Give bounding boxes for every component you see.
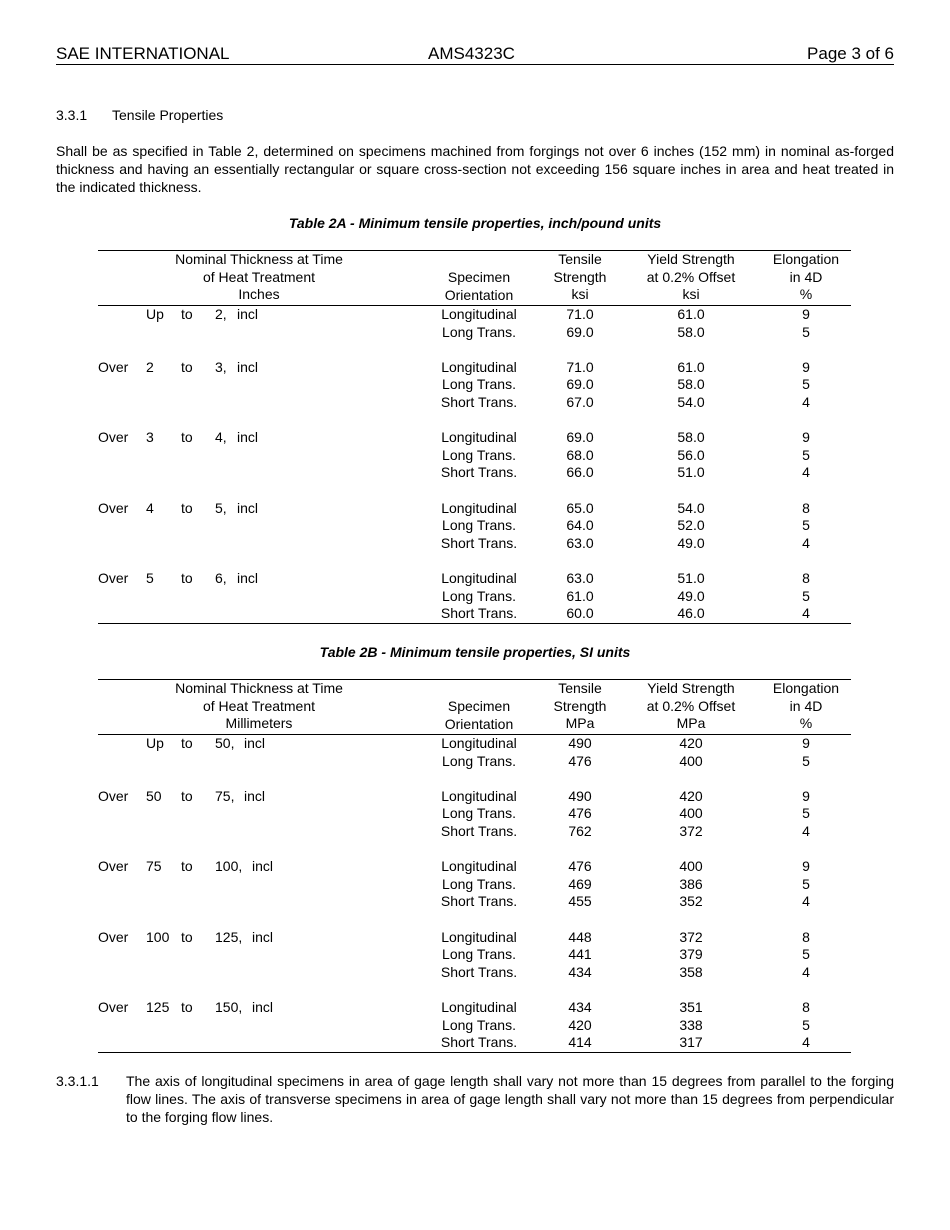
cell-orientation: Longitudinal (441, 735, 517, 751)
cell-tensile: 68.0 (566, 446, 594, 463)
table-row (98, 570, 851, 588)
cell-elongation: 5 (802, 517, 810, 534)
cell-yield: 61.0 (677, 306, 705, 322)
cell-orientation: Short Trans. (440, 605, 518, 622)
cell-elongation: 4 (802, 393, 810, 410)
cell-yield: 58.0 (677, 376, 705, 393)
cell-tensile: 420 (568, 1016, 592, 1033)
note-text: The axis of longitudinal specimens in area of gage length shall vary not more than 15 degrees from parallel to the forging flow lines. The axis of transverse specimens in area of gage length shall vary not more than 15 degrees from perpendicular to the forging flow lines. (126, 1073, 894, 1125)
range-from: 2 (146, 358, 154, 375)
cell-orientation: Longitudinal (441, 928, 517, 945)
cell-tensile: 476 (568, 858, 592, 875)
table-row (98, 535, 851, 553)
range-from: 75 (146, 858, 162, 875)
range-incl: incl (252, 998, 274, 1015)
cell-yield: 51.0 (677, 464, 705, 481)
cell-tensile: 63.0 (566, 569, 594, 586)
table-row (98, 788, 851, 806)
range-from: Up (146, 306, 164, 322)
cell-orientation: Short Trans. (440, 893, 518, 910)
cell-yield: 400 (679, 805, 703, 822)
range-over: Over (98, 787, 129, 804)
thickness-group (98, 359, 851, 412)
cell-elongation: 4 (802, 1034, 810, 1051)
range-value: 150, (215, 998, 243, 1015)
range-incl: incl (237, 306, 259, 322)
table-2a-body (98, 306, 851, 623)
cell-tensile: 69.0 (566, 429, 594, 446)
range-over: Over (98, 858, 129, 875)
cell-orientation: Long Trans. (442, 323, 516, 340)
cell-orientation: Long Trans. (442, 805, 516, 822)
header-organization: SAE INTERNATIONAL (56, 44, 230, 63)
cell-yield: 61.0 (677, 358, 705, 375)
cell-orientation: Long Trans. (442, 946, 516, 963)
range-from: 5 (146, 569, 154, 586)
table-row (98, 429, 851, 447)
range-value: 3, (215, 358, 227, 375)
thickness-group (98, 429, 851, 482)
cell-yield: 420 (679, 735, 703, 751)
cell-tensile: 67.0 (566, 393, 594, 410)
range-incl: incl (244, 787, 266, 804)
group-spacer (98, 911, 851, 929)
table-row (98, 1034, 851, 1052)
range-over: Over (98, 358, 129, 375)
range-to: to (181, 569, 193, 586)
cell-tensile: 762 (568, 822, 592, 839)
table-row (98, 858, 851, 876)
cell-orientation: Longitudinal (441, 858, 517, 875)
header-elongation: Elongation in 4D % (772, 680, 840, 731)
group-spacer (98, 412, 851, 430)
cell-yield: 52.0 (677, 517, 705, 534)
range-to: to (181, 429, 193, 446)
cell-tensile: 71.0 (566, 306, 594, 322)
cell-orientation: Long Trans. (442, 587, 516, 604)
section-title: Tensile Properties (112, 107, 224, 123)
table-row (98, 324, 851, 342)
table-row (98, 517, 851, 535)
table-row (98, 929, 851, 947)
range-incl: incl (237, 429, 259, 446)
header-orientation: Specimen Orientation (444, 269, 514, 303)
cell-elongation: 4 (802, 534, 810, 551)
cell-tensile: 476 (568, 805, 592, 822)
range-value: 50, (215, 735, 235, 751)
cell-tensile: 448 (568, 928, 592, 945)
cell-tensile: 61.0 (566, 587, 594, 604)
range-value: 2, (215, 306, 227, 322)
cell-yield: 51.0 (677, 569, 705, 586)
thickness-group (98, 788, 851, 841)
table-row (98, 1017, 851, 1035)
table-2b-body (98, 735, 851, 1052)
cell-yield: 351 (679, 998, 703, 1015)
table-row (98, 464, 851, 482)
page-header (56, 44, 894, 65)
cell-yield: 58.0 (677, 323, 705, 340)
cell-tensile: 434 (568, 998, 592, 1015)
cell-elongation: 5 (802, 587, 810, 604)
cell-orientation: Longitudinal (441, 499, 517, 516)
table-row (98, 823, 851, 841)
range-from: 4 (146, 499, 154, 516)
table-row (98, 805, 851, 823)
cell-yield: 56.0 (677, 446, 705, 463)
range-value: 100, (215, 858, 243, 875)
cell-orientation: Short Trans. (440, 963, 518, 980)
range-incl: incl (252, 928, 274, 945)
cell-orientation: Short Trans. (440, 393, 518, 410)
group-spacer (98, 341, 851, 359)
cell-yield: 49.0 (677, 534, 705, 551)
cell-elongation: 8 (802, 499, 810, 516)
range-value: 125, (215, 928, 243, 945)
cell-yield: 400 (679, 752, 703, 769)
cell-elongation: 4 (802, 822, 810, 839)
thickness-group (98, 858, 851, 911)
cell-tensile: 63.0 (566, 534, 594, 551)
cell-yield: 386 (679, 875, 703, 892)
table-row (98, 605, 851, 623)
section-paragraph: Shall be as specified in Table 2, determined on specimens machined from forgings not over 6 inches (152 mm) in nominal as-forged thickness and having an essentially rectangular or square cross-section not exceeding 156 square inches in area and heat treated in the indicated thickness. (56, 143, 894, 195)
cell-yield: 372 (679, 822, 703, 839)
range-to: to (181, 499, 193, 516)
cell-tensile: 455 (568, 893, 592, 910)
cell-tensile: 434 (568, 963, 592, 980)
cell-yield: 420 (679, 787, 703, 804)
table-row (98, 447, 851, 465)
cell-orientation: Longitudinal (441, 787, 517, 804)
range-incl: incl (237, 569, 259, 586)
range-to: to (181, 358, 193, 375)
range-to: to (181, 928, 193, 945)
table-2b (98, 679, 851, 1053)
header-orientation: Specimen Orientation (444, 698, 514, 732)
cell-elongation: 9 (802, 358, 810, 375)
table-row (98, 876, 851, 894)
cell-tensile: 490 (568, 787, 592, 804)
cell-elongation: 8 (802, 998, 810, 1015)
table-row (98, 359, 851, 377)
header-document-number: AMS4323C (428, 44, 515, 63)
group-spacer (98, 770, 851, 788)
cell-elongation: 5 (802, 946, 810, 963)
thickness-group (98, 306, 851, 341)
cell-elongation: 5 (802, 805, 810, 822)
range-from: Up (146, 735, 164, 751)
cell-elongation: 9 (802, 306, 810, 322)
range-over: Over (98, 998, 129, 1015)
range-over: Over (98, 499, 129, 516)
range-value: 75, (215, 787, 235, 804)
cell-elongation: 4 (802, 464, 810, 481)
cell-tensile: 490 (568, 735, 592, 751)
cell-yield: 58.0 (677, 429, 705, 446)
cell-orientation: Longitudinal (441, 429, 517, 446)
table-2a-title: Table 2A - Minimum tensile properties, inch/pound units (288, 215, 662, 231)
cell-yield: 317 (679, 1034, 703, 1051)
cell-tensile: 69.0 (566, 323, 594, 340)
cell-orientation: Long Trans. (442, 376, 516, 393)
cell-elongation: 4 (802, 893, 810, 910)
cell-orientation: Long Trans. (442, 752, 516, 769)
table-2b-header (98, 680, 851, 735)
cell-yield: 338 (679, 1016, 703, 1033)
cell-elongation: 4 (802, 605, 810, 622)
range-from: 3 (146, 429, 154, 446)
header-page-number: Page 3 of 6 (807, 44, 894, 63)
range-to: to (181, 858, 193, 875)
cell-yield: 379 (679, 946, 703, 963)
group-spacer (98, 981, 851, 999)
cell-orientation: Longitudinal (441, 358, 517, 375)
table-row (98, 893, 851, 911)
cell-elongation: 5 (802, 875, 810, 892)
range-value: 6, (215, 569, 227, 586)
range-from: 125 (146, 998, 170, 1015)
subsection-note (56, 1072, 894, 1126)
table-row (98, 964, 851, 982)
table-row (98, 394, 851, 412)
thickness-group (98, 929, 851, 982)
range-value: 5, (215, 499, 227, 516)
cell-orientation: Longitudinal (441, 306, 517, 322)
range-from: 100 (146, 928, 170, 945)
group-spacer (98, 841, 851, 859)
cell-yield: 54.0 (677, 393, 705, 410)
range-over: Over (98, 928, 129, 945)
cell-orientation: Long Trans. (442, 446, 516, 463)
header-tensile: Tensile Strength MPa (553, 680, 607, 731)
cell-orientation: Longitudinal (441, 569, 517, 586)
cell-tensile: 60.0 (566, 605, 594, 622)
cell-tensile: 469 (568, 875, 592, 892)
range-incl: incl (244, 735, 266, 751)
cell-orientation: Long Trans. (442, 1016, 516, 1033)
range-over: Over (98, 569, 129, 586)
cell-tensile: 414 (568, 1034, 592, 1051)
table-row (98, 588, 851, 606)
range-incl: incl (252, 858, 274, 875)
cell-tensile: 71.0 (566, 358, 594, 375)
cell-yield: 352 (679, 893, 703, 910)
cell-elongation: 5 (802, 1016, 810, 1033)
cell-tensile: 476 (568, 752, 592, 769)
section-heading (56, 106, 223, 124)
table-row (98, 500, 851, 518)
cell-yield: 400 (679, 858, 703, 875)
range-to: to (181, 998, 193, 1015)
cell-orientation: Short Trans. (440, 464, 518, 481)
cell-orientation: Short Trans. (440, 1034, 518, 1051)
range-to: to (181, 787, 193, 804)
cell-yield: 49.0 (677, 587, 705, 604)
table-row (98, 735, 851, 753)
table-2a (98, 250, 851, 624)
cell-elongation: 4 (802, 963, 810, 980)
table-row (98, 376, 851, 394)
range-over: Over (98, 429, 129, 446)
cell-yield: 46.0 (677, 605, 705, 622)
cell-elongation: 8 (802, 569, 810, 586)
thickness-group (98, 735, 851, 770)
cell-elongation: 5 (802, 376, 810, 393)
cell-tensile: 64.0 (566, 517, 594, 534)
header-tensile: Tensile Strength ksi (553, 251, 607, 302)
thickness-group (98, 500, 851, 553)
header-thickness: Nominal Thickness at Time of Heat Treatment Inches (175, 251, 343, 302)
range-value: 4, (215, 429, 227, 446)
cell-tensile: 441 (568, 946, 592, 963)
cell-elongation: 9 (802, 429, 810, 446)
table-row (98, 306, 851, 324)
section-number: 3.3.1 (56, 107, 88, 123)
cell-orientation: Long Trans. (442, 875, 516, 892)
cell-tensile: 65.0 (566, 499, 594, 516)
cell-elongation: 9 (802, 735, 810, 751)
cell-orientation: Long Trans. (442, 517, 516, 534)
range-incl: incl (237, 499, 259, 516)
range-to: to (181, 306, 193, 322)
cell-orientation: Short Trans. (440, 534, 518, 551)
cell-yield: 358 (679, 963, 703, 980)
header-thickness: Nominal Thickness at Time of Heat Treatment Millimeters (175, 680, 343, 731)
header-yield: Yield Strength at 0.2% Offset MPa (646, 680, 736, 731)
cell-orientation: Longitudinal (441, 998, 517, 1015)
range-to: to (181, 735, 193, 751)
group-spacer (98, 482, 851, 500)
cell-elongation: 9 (802, 787, 810, 804)
header-elongation: Elongation in 4D % (772, 251, 840, 302)
cell-elongation: 8 (802, 928, 810, 945)
thickness-group (98, 570, 851, 623)
cell-elongation: 5 (802, 446, 810, 463)
table-row (98, 946, 851, 964)
cell-elongation: 5 (802, 752, 810, 769)
cell-tensile: 69.0 (566, 376, 594, 393)
cell-elongation: 9 (802, 858, 810, 875)
table-row (98, 753, 851, 771)
table-2a-header (98, 251, 851, 306)
range-incl: incl (237, 358, 259, 375)
header-yield: Yield Strength at 0.2% Offset ksi (646, 251, 736, 302)
range-from: 50 (146, 787, 162, 804)
cell-yield: 54.0 (677, 499, 705, 516)
cell-elongation: 5 (802, 323, 810, 340)
cell-tensile: 66.0 (566, 464, 594, 481)
cell-orientation: Short Trans. (440, 822, 518, 839)
table-row (98, 999, 851, 1017)
cell-yield: 372 (679, 928, 703, 945)
group-spacer (98, 552, 851, 570)
note-number: 3.3.1.1 (56, 1073, 99, 1089)
table-2b-title: Table 2B - Minimum tensile properties, SI units (319, 644, 631, 660)
thickness-group (98, 999, 851, 1052)
